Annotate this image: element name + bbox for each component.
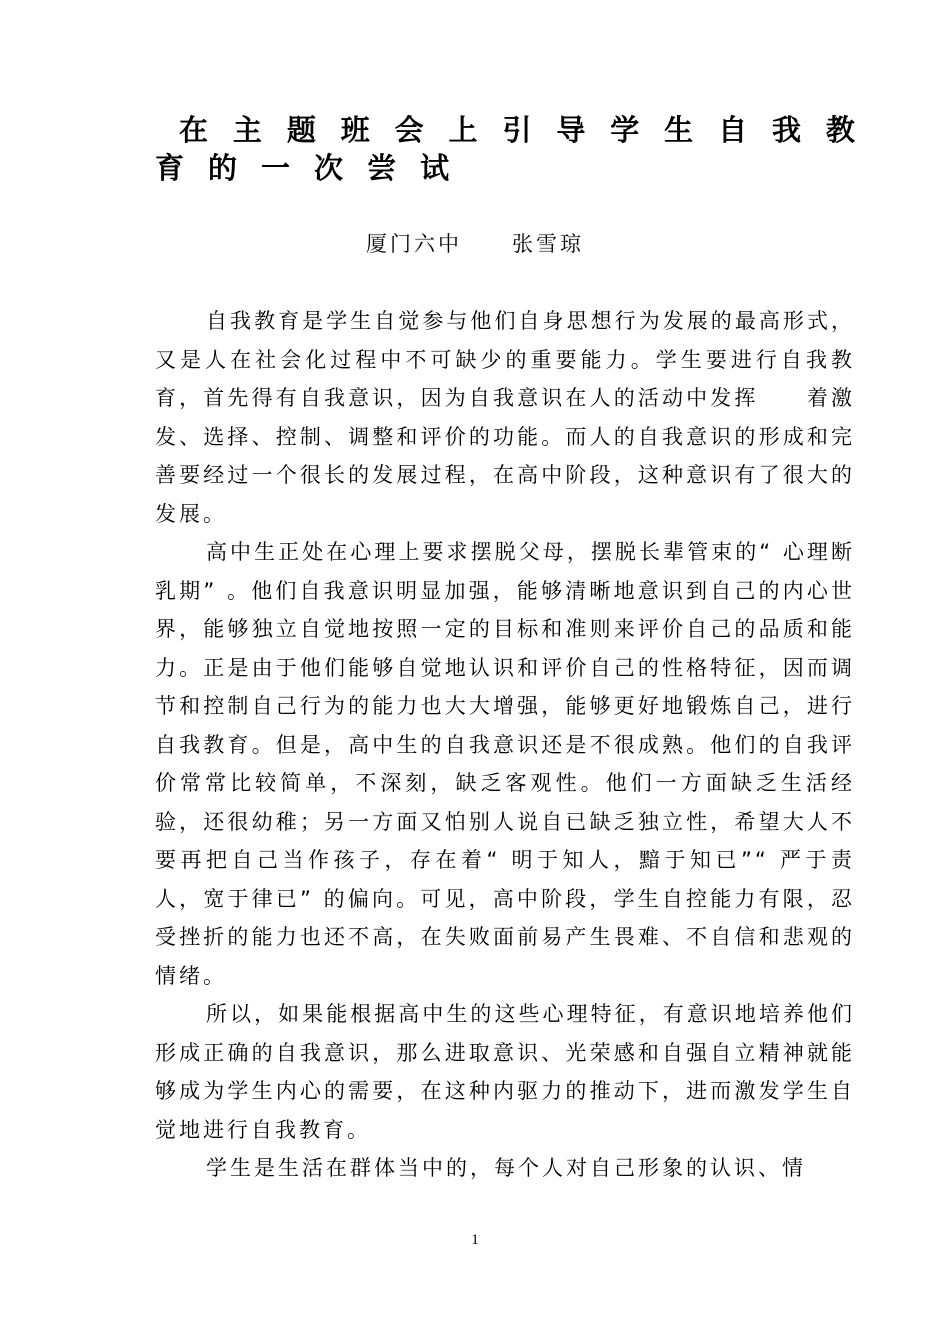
paragraph: 所以，如果能根据高中生的这些心理特征，有意识地培养他们形成正确的自我意识，那么进取意识、光荣感和自强自立精神就能够成为学生内心的需要，在这种内驱力的推动下，进而激发学生自觉地进行自我教育。	[155, 1002, 855, 1142]
title-line-1	[155, 108, 855, 149]
paragraph: 自我教育是学生自觉参与他们自身思想行为发展的最高形式，又是人在社会化过程中不可缺少的重要能力。学生要进行自我教育，首先得有自我意识，因为自我意识在人的活动中发挥 着激发、选择、控制、调整和评价的功能。而人的自我意识的形成和完善要经过一个很长的发展过程，在高中阶段，这种意识有了很大的发展。	[155, 309, 855, 526]
paragraph: 高中生正处在心理上要求摆脱父母，摆脱长辈管束的“ 心理断乳期” 。他们自我意识明显加强，能够清晰地意识到自己的内心世界，能够独立自觉地按照一定的目标和准则来评价自己的品质和能力。正是由于他们能够自觉地认识和评价自己的性格特征，因而调节和控制自己行为的能力也大大增强，能够更好地锻炼自己，进行自我教育。但是，高中生的自我意识还是不很成熟。他们的自我评价常常比较简单，不深刻，缺乏客观性。他们一方面缺乏生活经验，还很幼稚；另一方面又怕别人说自已缺乏独立性，希望大人不要再把自己当作孩子，存在着“ 明于知人，黯于知已”“ 严于责人，宽于律已” 的偏向。可见，高中阶段，学生自控能力有限，忍受挫折的能力也还不高，在失败面前易产生畏难、不自信和悲观的情绪。	[155, 540, 855, 988]
title-line-2	[155, 146, 855, 187]
title-char: 题	[286, 113, 316, 147]
title-char: 我	[771, 113, 801, 147]
title-char: 次	[314, 151, 344, 185]
title-char: 育	[155, 151, 185, 185]
title-char: 上	[448, 113, 478, 147]
title-char: 的	[208, 151, 238, 185]
title-char: 教	[825, 113, 855, 147]
author-byline	[0, 229, 950, 259]
author-school: 厦门六中	[366, 232, 462, 256]
title-char: 一	[261, 151, 291, 185]
title-char: 引	[502, 113, 532, 147]
title-char: 试	[420, 151, 450, 185]
title-char: 学	[610, 113, 640, 147]
title-char: 在	[179, 113, 209, 147]
title-char: 班	[340, 113, 370, 147]
article-body	[155, 302, 855, 1188]
paragraph: 学生是生活在群体当中的，每个人对自己形象的认识、情	[206, 1156, 806, 1180]
title-char: 主	[232, 113, 262, 147]
title-char: 尝	[367, 151, 397, 185]
title-char: 会	[394, 113, 424, 147]
title-char: 生	[664, 113, 694, 147]
title-char: 自	[718, 113, 748, 147]
author-name: 张雪琼	[512, 232, 584, 256]
page-number: 1	[471, 1232, 479, 1248]
title-char: 导	[556, 113, 586, 147]
